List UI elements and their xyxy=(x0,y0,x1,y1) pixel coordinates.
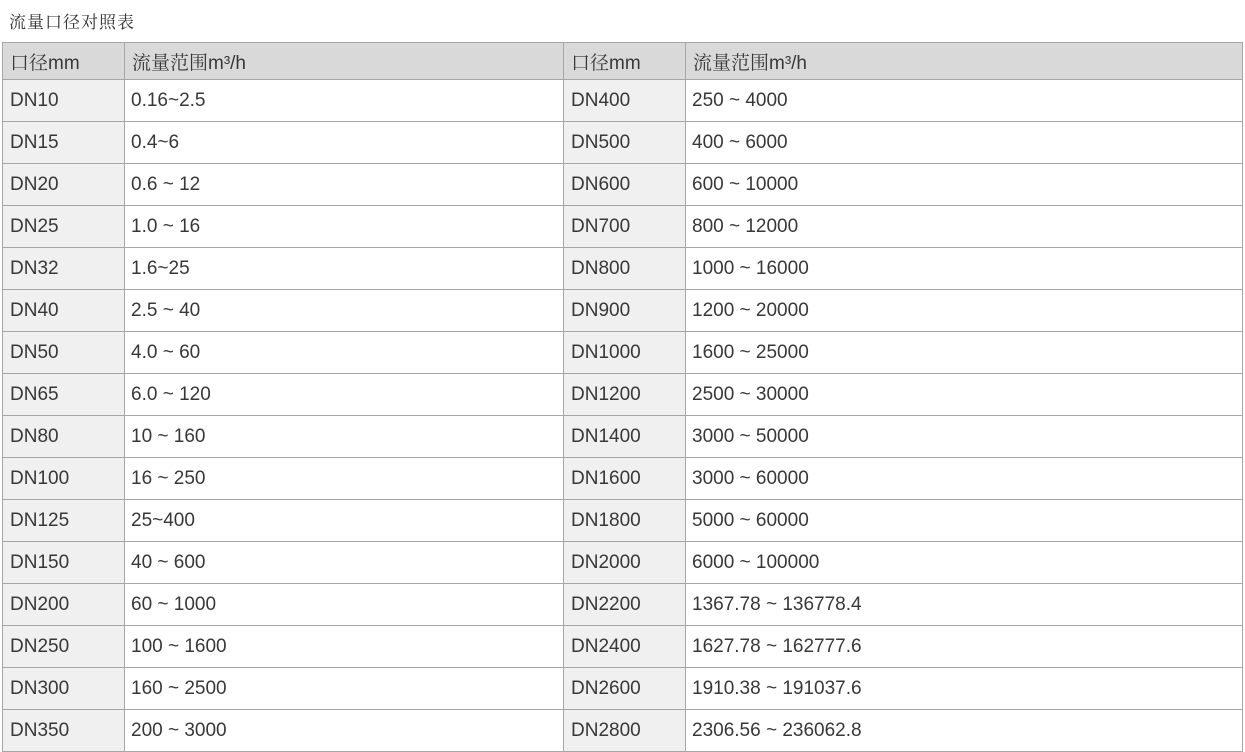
flow-range-cell: 160 ~ 2500 xyxy=(125,668,564,710)
diameter-cell: DN1400 xyxy=(564,416,686,458)
flow-diameter-table xyxy=(2,42,1243,752)
flow-range-cell: 2306.56 ~ 236062.8 xyxy=(686,710,1243,752)
flow-range-cell: 6.0 ~ 120 xyxy=(125,374,564,416)
flow-range-cell: 5000 ~ 60000 xyxy=(686,500,1243,542)
table-row xyxy=(3,416,1243,458)
table-row xyxy=(3,710,1243,752)
table-row xyxy=(3,500,1243,542)
table-row xyxy=(3,542,1243,584)
diameter-cell: DN100 xyxy=(3,458,125,500)
flow-range-cell: 250 ~ 4000 xyxy=(686,80,1243,122)
diameter-cell: DN20 xyxy=(3,164,125,206)
flow-range-cell: 1367.78 ~ 136778.4 xyxy=(686,584,1243,626)
diameter-cell: DN1200 xyxy=(564,374,686,416)
diameter-cell: DN300 xyxy=(3,668,125,710)
diameter-cell: DN65 xyxy=(3,374,125,416)
diameter-cell: DN250 xyxy=(3,626,125,668)
diameter-cell: DN32 xyxy=(3,248,125,290)
diameter-cell: DN600 xyxy=(564,164,686,206)
table-row xyxy=(3,206,1243,248)
table-row xyxy=(3,290,1243,332)
diameter-cell: DN80 xyxy=(3,416,125,458)
flow-range-cell: 1910.38 ~ 191037.6 xyxy=(686,668,1243,710)
table-row xyxy=(3,458,1243,500)
diameter-cell: DN200 xyxy=(3,584,125,626)
diameter-cell: DN25 xyxy=(3,206,125,248)
table-row xyxy=(3,584,1243,626)
flow-range-cell: 600 ~ 10000 xyxy=(686,164,1243,206)
diameter-cell: DN2400 xyxy=(564,626,686,668)
diameter-cell: DN125 xyxy=(3,500,125,542)
flow-range-cell: 1600 ~ 25000 xyxy=(686,332,1243,374)
diameter-cell: DN900 xyxy=(564,290,686,332)
flow-range-cell: 1.0 ~ 16 xyxy=(125,206,564,248)
flow-range-cell: 3000 ~ 50000 xyxy=(686,416,1243,458)
flow-range-cell: 100 ~ 1600 xyxy=(125,626,564,668)
flow-range-cell: 0.4~6 xyxy=(125,122,564,164)
table-row xyxy=(3,668,1243,710)
diameter-cell: DN15 xyxy=(3,122,125,164)
flow-range-cell: 400 ~ 6000 xyxy=(686,122,1243,164)
table-row xyxy=(3,248,1243,290)
diameter-cell: DN2600 xyxy=(564,668,686,710)
header-flow-range-right: 流量范围m³/h xyxy=(686,43,1243,80)
table-row xyxy=(3,626,1243,668)
diameter-cell: DN500 xyxy=(564,122,686,164)
diameter-cell: DN800 xyxy=(564,248,686,290)
flow-range-cell: 0.16~2.5 xyxy=(125,80,564,122)
header-diameter-left: 口径mm xyxy=(3,43,125,80)
flow-range-cell: 16 ~ 250 xyxy=(125,458,564,500)
flow-range-cell: 1200 ~ 20000 xyxy=(686,290,1243,332)
page-title: 流量口径对照表 xyxy=(9,13,135,32)
flow-range-cell: 1627.78 ~ 162777.6 xyxy=(686,626,1243,668)
header-diameter-right: 口径mm xyxy=(564,43,686,80)
diameter-cell: DN1000 xyxy=(564,332,686,374)
flow-range-cell: 60 ~ 1000 xyxy=(125,584,564,626)
table-row xyxy=(3,122,1243,164)
table-body xyxy=(3,80,1243,752)
flow-range-cell: 200 ~ 3000 xyxy=(125,710,564,752)
flow-range-cell: 4.0 ~ 60 xyxy=(125,332,564,374)
header-flow-range-left: 流量范围m³/h xyxy=(125,43,564,80)
diameter-cell: DN50 xyxy=(3,332,125,374)
diameter-cell: DN10 xyxy=(3,80,125,122)
flow-range-cell: 10 ~ 160 xyxy=(125,416,564,458)
diameter-cell: DN350 xyxy=(3,710,125,752)
diameter-cell: DN40 xyxy=(3,290,125,332)
diameter-cell: DN1800 xyxy=(564,500,686,542)
diameter-cell: DN700 xyxy=(564,206,686,248)
flow-range-cell: 3000 ~ 60000 xyxy=(686,458,1243,500)
table-row xyxy=(3,374,1243,416)
flow-range-cell: 800 ~ 12000 xyxy=(686,206,1243,248)
flow-range-cell: 0.6 ~ 12 xyxy=(125,164,564,206)
diameter-cell: DN1600 xyxy=(564,458,686,500)
flow-range-cell: 1.6~25 xyxy=(125,248,564,290)
flow-range-cell: 6000 ~ 100000 xyxy=(686,542,1243,584)
diameter-cell: DN2800 xyxy=(564,710,686,752)
table-header xyxy=(3,43,1243,80)
flow-range-cell: 40 ~ 600 xyxy=(125,542,564,584)
table-row xyxy=(3,80,1243,122)
diameter-cell: DN400 xyxy=(564,80,686,122)
flow-range-cell: 25~400 xyxy=(125,500,564,542)
header-row xyxy=(3,43,1243,80)
table-row xyxy=(3,332,1243,374)
flow-range-cell: 2500 ~ 30000 xyxy=(686,374,1243,416)
diameter-cell: DN2200 xyxy=(564,584,686,626)
diameter-cell: DN150 xyxy=(3,542,125,584)
flow-range-cell: 1000 ~ 16000 xyxy=(686,248,1243,290)
table-row xyxy=(3,164,1243,206)
flow-range-cell: 2.5 ~ 40 xyxy=(125,290,564,332)
diameter-cell: DN2000 xyxy=(564,542,686,584)
